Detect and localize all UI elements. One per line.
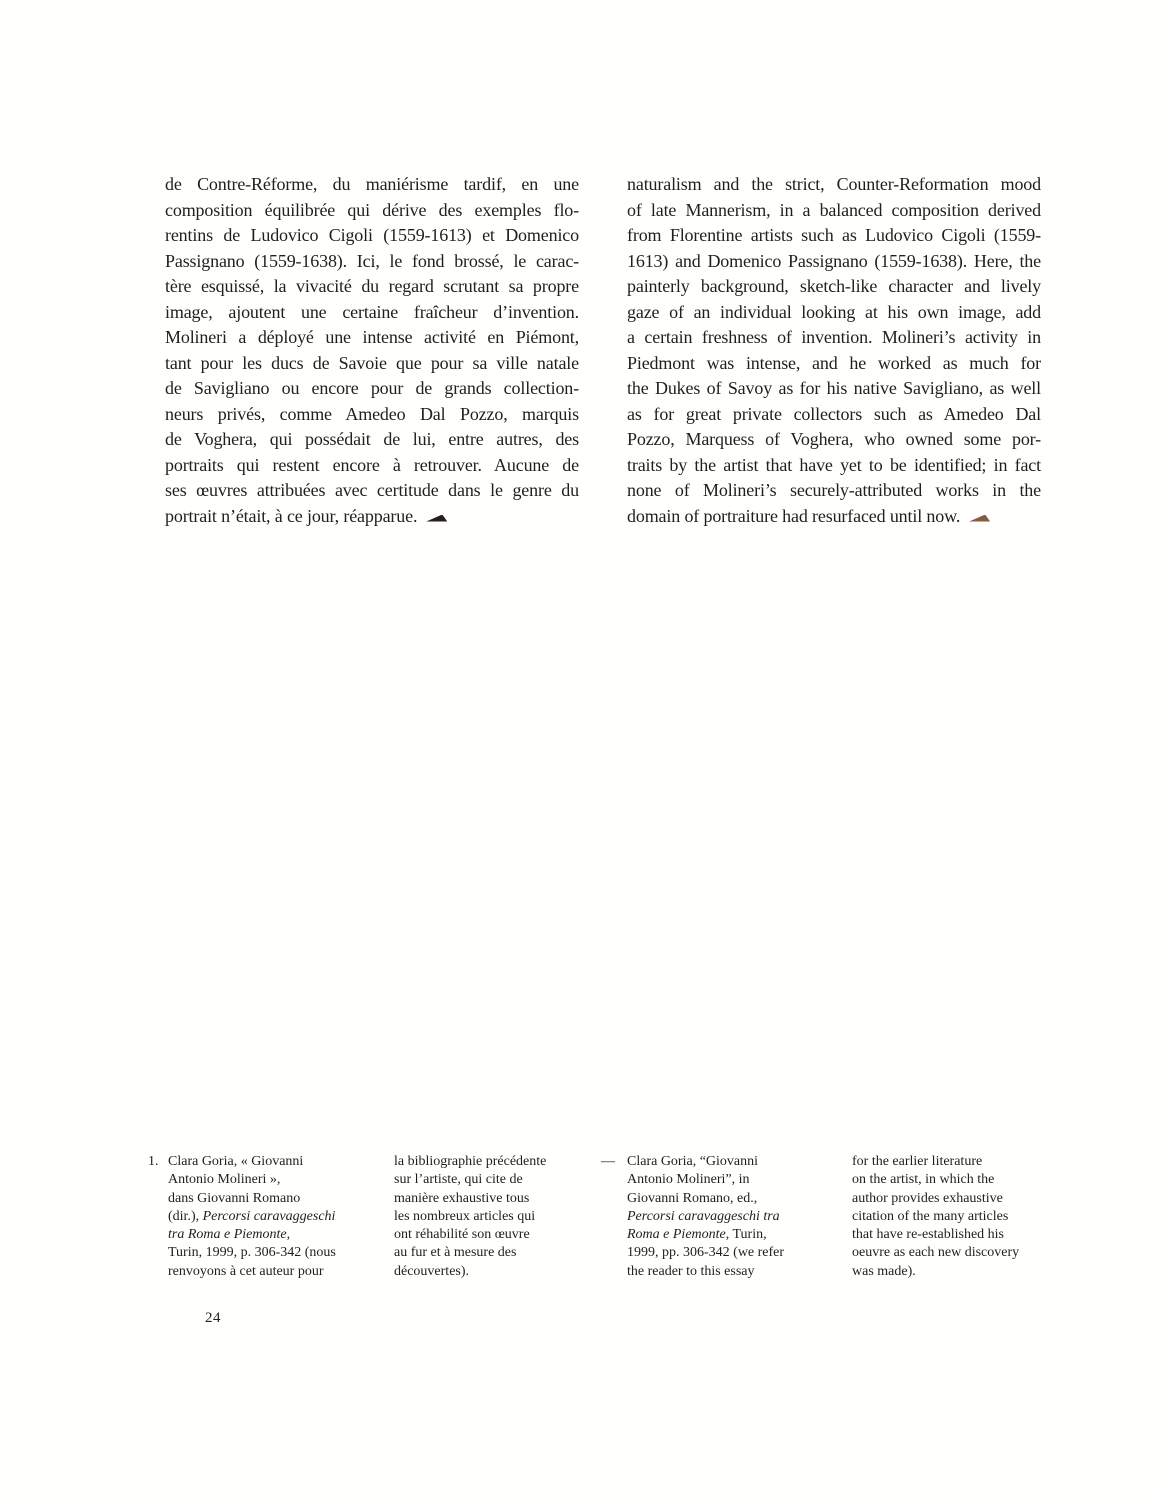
text-line: ont réhabilité son œuvre: [394, 1227, 530, 1243]
footnote-number: 1.: [148, 1154, 159, 1169]
text-line: Molineri a déployé une intense activité en Piémont,: [165, 327, 579, 347]
text-line: of late Mannerism, in a balanced composition derived: [627, 199, 1041, 220]
text-line: for the earlier literature: [852, 1154, 983, 1169]
end-of-article-marker-icon: [426, 515, 447, 522]
text-line: la bibliographie précédente: [394, 1154, 547, 1169]
text-line: that have re-established his: [852, 1227, 1005, 1243]
text-line: portrait n’était, à ce jour, réapparue.: [165, 504, 579, 530]
text-line: neurs privés, comme Amedeo Dal Pozzo, marquis: [165, 403, 579, 424]
text-line: découvertes).: [394, 1263, 470, 1279]
article-column-french: [165, 172, 579, 529]
page-number: 24: [205, 1310, 221, 1326]
text-line: composition équilibrée qui dérive des exemples flo-: [165, 199, 579, 220]
text-line: renvoyons à cet auteur pour: [168, 1263, 324, 1279]
text-line: oeuvre as each new discovery: [852, 1245, 1020, 1261]
text-line: les nombreux articles qui: [394, 1208, 536, 1224]
text-line: (dir.), Percorsi caravaggeschi: [168, 1208, 336, 1224]
text-line: Turin, 1999, p. 306-342 (nous: [168, 1245, 336, 1261]
text-line: image, ajoutent une certaine fraîcheur d’invention.: [165, 301, 579, 322]
end-of-article-marker-icon: [969, 515, 990, 522]
footnote-english-part2: [852, 1153, 1019, 1281]
text-line: the Dukes of Savoy as for his native Savigliano, as well: [627, 378, 1041, 398]
footnote-dash: —: [601, 1154, 615, 1169]
footnote-french-part1: [148, 1153, 336, 1281]
text-line: was made).: [852, 1263, 916, 1279]
text-line: 1613) and Domenico Passignano (1559-1638). Here, the: [627, 250, 1041, 271]
footnote-text: [394, 1153, 546, 1281]
text-line: Passignano (1559-1638). Ici, le fond brossé, le carac-: [165, 250, 579, 271]
text-line: sur l’artiste, qui cite de: [394, 1172, 523, 1188]
text-line: Clara Goria, “Giovanni: [627, 1154, 759, 1169]
text-line: de Contre-Réforme, du maniérisme tardif, en une: [165, 174, 579, 194]
text-line: painterly background, sketch-like character and lively: [627, 276, 1041, 296]
text-line: on the artist, in which the: [852, 1172, 995, 1188]
text-line: from Florentine artists such as Ludovico Cigoli (1559-: [627, 225, 1041, 245]
text-line: gaze of an individual looking at his own image, add: [627, 301, 1041, 322]
text-line: author provides exhaustive: [852, 1190, 1003, 1206]
text-line: as for great private collectors such as Amedeo Dal: [627, 403, 1041, 424]
footnote-text: [852, 1153, 1019, 1281]
text-line: au fur et à mesure des: [394, 1245, 517, 1261]
text-line: tra Roma e Piemonte,: [168, 1227, 291, 1243]
footnote-french-part2: [394, 1153, 546, 1281]
text-line: rentins de Ludovico Cigoli (1559-1613) et Domenico: [165, 225, 579, 245]
text-line: Pozzo, Marquess of Voghera, who owned some por-: [627, 429, 1041, 449]
text-line: tère esquissé, la vivacité du regard scrutant sa propre: [165, 276, 579, 296]
text-line: de Voghera, qui possédait de lui, entre autres, des: [165, 429, 579, 449]
text-line: dans Giovanni Romano: [168, 1190, 301, 1206]
text-line: a certain freshness of invention. Molineri’s activity in: [627, 327, 1041, 347]
text-line: citation of the many articles: [852, 1208, 1009, 1224]
text-line: none of Molineri’s securely-attributed works in the: [627, 480, 1041, 500]
text-line: de Savigliano ou encore pour de grands collection-: [165, 378, 579, 398]
text-line: domain of portraiture had resurfaced until now.: [627, 504, 1041, 530]
text-line: Giovanni Romano, ed.,: [627, 1190, 758, 1206]
text-line: 1999, pp. 306-342 (we refer: [627, 1245, 785, 1261]
text-line: tant pour les ducs de Savoie que pour sa ville natale: [165, 352, 579, 373]
text-line: Percorsi caravaggeschi tra: [627, 1208, 780, 1224]
text-line: ses œuvres attribuées avec certitude dans le genre du: [165, 480, 579, 500]
text-line: traits by the artist that have yet to be identified; in fact: [627, 454, 1041, 475]
text-line: Roma e Piemonte, Turin,: [627, 1227, 767, 1243]
article-column-english: [627, 172, 1041, 529]
text-line: Clara Goria, « Giovanni: [168, 1154, 304, 1169]
text-line: portraits qui restent encore à retrouver. Aucune de: [165, 454, 579, 475]
text-line: Antonio Molineri »,: [168, 1172, 281, 1188]
text-line: naturalism and the strict, Counter-Reformation mood: [627, 174, 1041, 194]
text-line: Antonio Molineri”, in: [627, 1172, 750, 1188]
footnote-text: [627, 1153, 784, 1281]
article-body: [165, 172, 1041, 529]
footnote-text: [168, 1153, 336, 1281]
text-line: the reader to this essay: [627, 1263, 755, 1279]
text-line: manière exhaustive tous: [394, 1190, 530, 1206]
footnote-english-part1: [601, 1153, 784, 1281]
text-line: Piedmont was intense, and he worked as much for: [627, 352, 1041, 373]
